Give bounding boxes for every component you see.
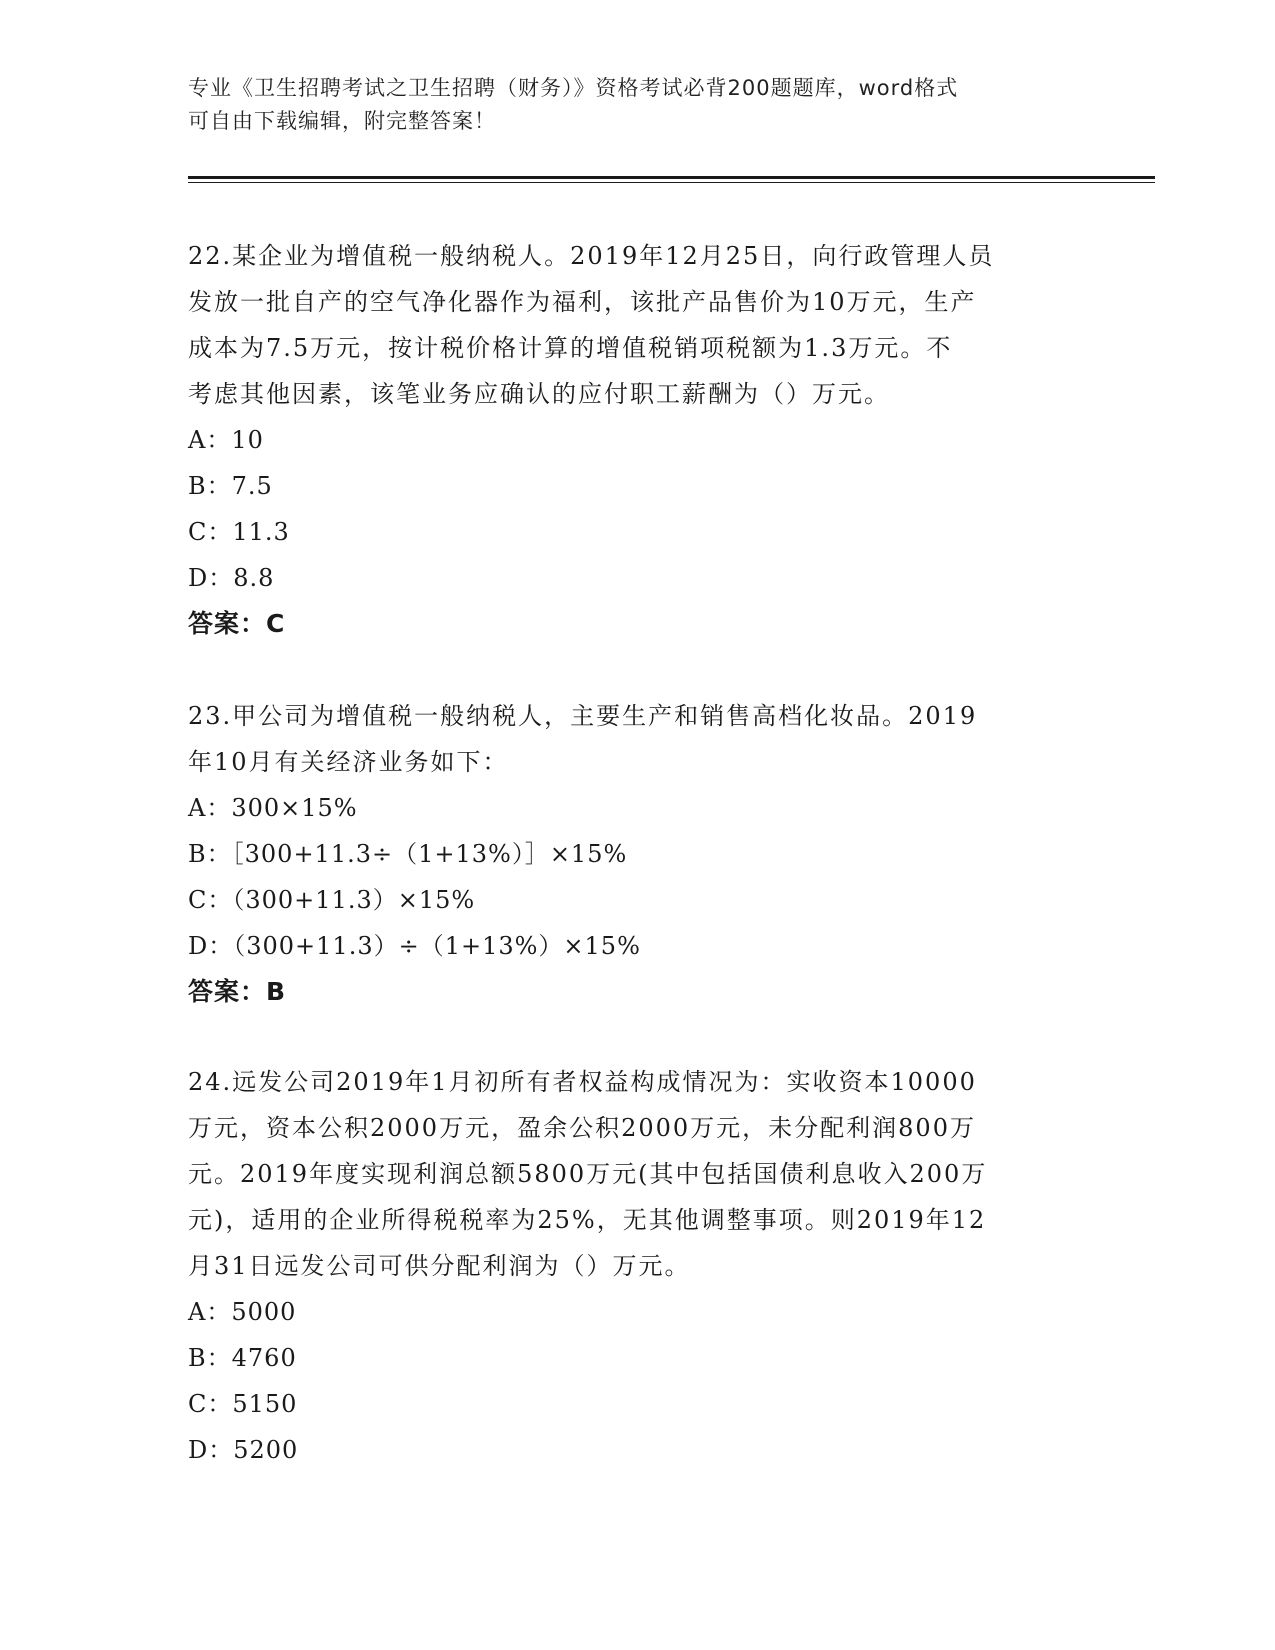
option-d: D：5200 — [188, 1436, 299, 1464]
option-d: D：（300+11.3）÷（1+13%）×15% — [188, 932, 641, 960]
question-line: 24.远发公司2019年1月初所有者权益构成情况为：实收资本10000 — [188, 1068, 977, 1096]
option-b: B：4760 — [188, 1344, 297, 1372]
header-divider-thin — [188, 182, 1155, 183]
option-b: B：［300+11.3÷（1+13%）］×15% — [188, 840, 628, 868]
option-d: D：8.8 — [188, 564, 275, 592]
question-line: 月31日远发公司可供分配利润为（）万元。 — [188, 1252, 691, 1280]
option-c: C：（300+11.3）×15% — [188, 886, 476, 914]
question-24 — [188, 1059, 1088, 1473]
header-divider-thick — [188, 176, 1155, 179]
question-line: 元。2019年度实现利润总额5800万元(其中包括国债利息收入200万 — [188, 1160, 988, 1188]
question-line: 考虑其他因素，该笔业务应确认的应付职工薪酬为（）万元。 — [188, 380, 890, 408]
question-line: 年10月有关经济业务如下： — [188, 748, 509, 776]
header-line-2: 可自由下载编辑，附完整答案！ — [188, 109, 496, 133]
option-a: A：300×15% — [188, 794, 358, 822]
option-b: B：7.5 — [188, 472, 273, 500]
answer-label: 答案：C — [188, 609, 286, 638]
header-line-1: 专业《卫生招聘考试之卫生招聘（财务）》资格考试必背200题题库，word格式 — [188, 76, 959, 100]
answer-label: 答案：B — [188, 977, 287, 1006]
question-line: 22.某企业为增值税一般纳税人。2019年12月25日，向行政管理人员 — [188, 242, 995, 270]
option-a: A：5000 — [188, 1298, 297, 1326]
question-23 — [188, 693, 1088, 1015]
question-line: 23.甲公司为增值税一般纳税人，主要生产和销售高档化妆品。2019 — [188, 702, 978, 730]
question-line: 发放一批自产的空气净化器作为福利，该批产品售价为10万元，生产 — [188, 288, 977, 316]
option-c: C：5150 — [188, 1390, 298, 1418]
question-line: 元)，适用的企业所得税税率为25%，无其他调整事项。则2019年12 — [188, 1206, 987, 1234]
option-c: C：11.3 — [188, 518, 290, 546]
option-a: A：10 — [188, 426, 264, 454]
question-line: 成本为7.5万元，按计税价格计算的增值税销项税额为1.3万元。不 — [188, 334, 953, 362]
question-line: 万元，资本公积2000万元，盈余公积2000万元，未分配利润800万 — [188, 1114, 976, 1142]
question-22 — [188, 233, 1088, 647]
document-header — [188, 72, 1088, 138]
